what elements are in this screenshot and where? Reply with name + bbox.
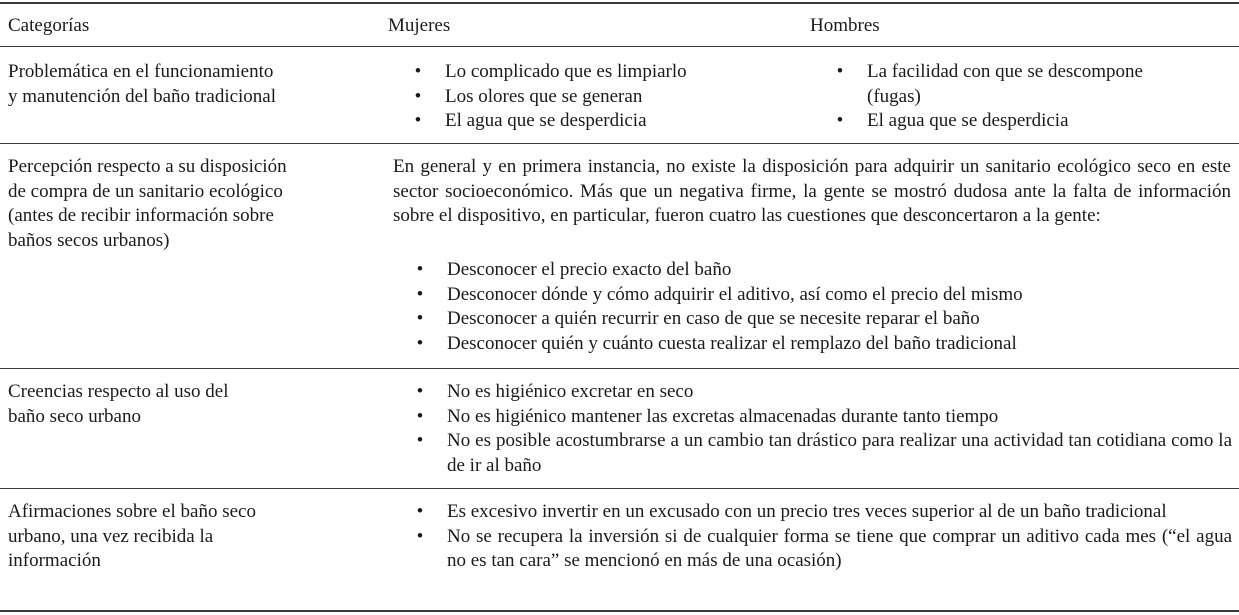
- row2-category-line: de compra de un sanitario ecológico: [8, 180, 283, 202]
- row-divider-1: [0, 143, 1239, 144]
- row2-category-line: Percepción respecto a su disposición: [8, 156, 287, 177]
- header-mujeres: Mujeres: [388, 15, 451, 36]
- row2-paragraph: En general y en primera instancia, no existe la disposición para adquirir un sanitario ecológico seco en este sector socioeconómico. Más que un negativa firme, la gente se mostró dudosa ante la falta de información sobre el dispositivo, en particular, fueron cuatro las cuestiones que desconcertaron a la gente:: [393, 156, 1231, 226]
- row2-category-line: baños secos urbanos): [8, 229, 170, 251]
- list-item: • Lo complicado que es limpiarlo: [414, 61, 687, 82]
- row3-category-line: Creencias respecto al uso del: [8, 381, 229, 402]
- row1-mujeres-list: [408, 60, 798, 134]
- list-item: • La facilidad con que se descompone: [836, 61, 1143, 82]
- row1-category: [8, 60, 368, 109]
- list-item: • No es higiénico excretar en seco: [416, 381, 694, 402]
- row2-items-list: [410, 258, 1230, 356]
- row4-category-line: Afirmaciones sobre el baño seco: [8, 501, 256, 522]
- row4-items-list: [410, 500, 1232, 574]
- row3-category: [8, 380, 378, 429]
- row2-category-line: (antes de recibir información sobre: [8, 205, 274, 226]
- row1-category-line: y manutención del baño tradicional: [8, 85, 277, 107]
- row4-category-line: urbano, una vez recibida la: [8, 525, 214, 547]
- list-item: • No es posible acostumbrarse a un cambio tan drástico para realizar una actividad tan cotidiana como la de ir al baño: [416, 430, 1232, 476]
- header-rule: [0, 46, 1239, 47]
- row1-hombres-list: [830, 60, 1230, 134]
- header-hombres: Hombres: [810, 15, 880, 36]
- list-item: • Desconocer quién y cuánto cuesta realizar el remplazo del baño tradicional: [416, 332, 1017, 354]
- list-item: • Los olores que se generan: [414, 85, 643, 107]
- row-divider-3: [0, 488, 1239, 489]
- row1-category-line: Problemática en el funcionamiento: [8, 61, 274, 82]
- row4-category-line: información: [8, 550, 101, 571]
- row-divider-2: [0, 368, 1239, 369]
- top-rule: [0, 2, 1239, 4]
- list-item: • Desconocer el precio exacto del baño: [416, 259, 732, 280]
- list-item: • Es excesivo invertir en un excusado con un precio tres veces superior al de un baño tradicional: [416, 501, 1167, 522]
- list-item: • El agua que se desperdicia: [836, 110, 1069, 131]
- list-item-continuation: (fugas): [867, 85, 921, 107]
- row3-items-list: [410, 380, 1232, 478]
- header-categorias: Categorías: [8, 15, 90, 36]
- bottom-rule: [0, 610, 1239, 612]
- row2-category: [8, 155, 378, 253]
- row3-category-line: baño seco urbano: [8, 405, 141, 427]
- list-item: • El agua que se desperdicia: [414, 110, 647, 131]
- list-item: • No se recupera la inversión si de cualquier forma se tiene que comprar un aditivo cada mes (“el agua no es tan cara” se mencionó en más de una ocasión): [416, 525, 1232, 571]
- list-item: • Desconocer dónde y cómo adquirir el aditivo, así como el precio del mismo: [416, 283, 1023, 305]
- row4-category: [8, 500, 378, 574]
- list-item: • Desconocer a quién recurrir en caso de que se necesite reparar el baño: [416, 308, 980, 329]
- list-item: • No es higiénico mantener las excretas almacenadas durante tanto tiempo: [416, 405, 999, 427]
